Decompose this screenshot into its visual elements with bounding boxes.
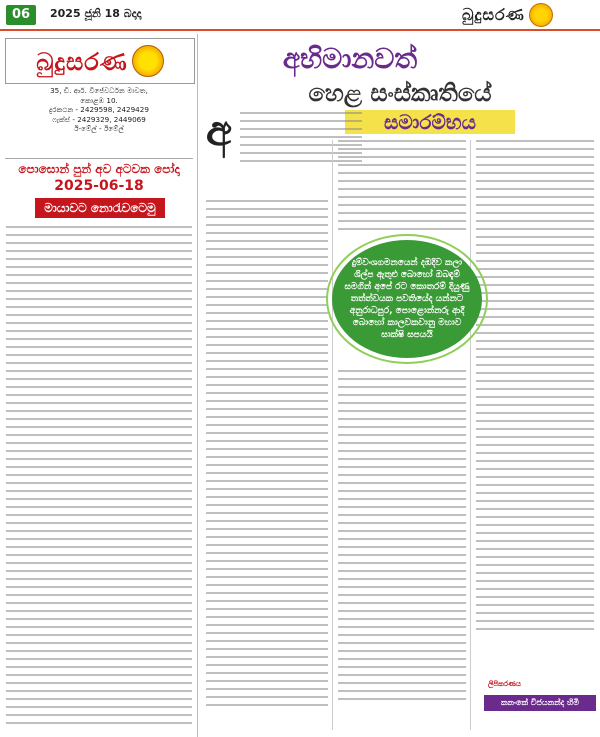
article-column-1 <box>206 200 328 712</box>
article-column-2 <box>338 370 466 706</box>
masthead-logo-text: බුදුසරණ <box>36 46 128 76</box>
column-divider <box>332 140 333 730</box>
masthead <box>5 38 195 84</box>
editorial-title: මායාවට නොරැවටෙමු <box>35 198 165 218</box>
editorial-column <box>0 34 198 737</box>
article-column-2-top <box>338 140 466 236</box>
divider <box>5 158 193 159</box>
address-line: ඊ-මේල් - ඊමේල් <box>74 124 124 134</box>
page-number: 06 <box>6 5 36 25</box>
top-divider <box>0 29 600 31</box>
article-title-line-3: සමාරම්භය <box>384 110 476 134</box>
byline-name: කනංකේ විජයනන්ද හිමි <box>484 695 596 711</box>
article-title-line-1: අභිමානවත් <box>282 42 418 75</box>
pull-quote: දුම්වංශගමනයෙන් දඹදිව කලා ශිල්ප ඇතුළු බොහෝ ඔබඳැම් සමගින් අපේ රට කොතරම් දියුණු තත්ත්වයක පවතියේද යන්නට අනුරාධපුර, පොළොන්නරු ආදී බොහෝ කාලවකවානු මහාව සාක්ෂි සපයයි <box>332 240 482 358</box>
top-bar <box>0 0 600 30</box>
header-logo <box>462 2 596 28</box>
edition-date: 2025-06-18 <box>54 178 144 194</box>
address-block <box>5 86 193 134</box>
address-line: දුරකථන - 2429598, 2429429 <box>49 105 149 115</box>
header-date: 2025 ජූනි 18 බදාදා <box>50 7 142 20</box>
byline-role: ලිපිකරණය <box>488 680 521 688</box>
address-line: කොළඹ 10. <box>80 95 118 105</box>
address-line: 35, ඩී. ආර්. විජේවර්ධන මාවත, <box>50 86 148 95</box>
header-logo-text: බුදුසරණ <box>462 5 525 24</box>
column-divider <box>470 140 471 730</box>
article-title-line-2: හෙළ සංස්කෘතියේ <box>308 78 492 107</box>
editorial-body-text <box>6 226 192 730</box>
sun-logo-icon <box>529 3 553 27</box>
poya-line: පොසොන් පුන් අව අටවක පෝදා <box>18 162 180 176</box>
sun-logo-icon <box>132 45 164 77</box>
address-line: ෆැක්ස් - 2429329, 2449069 <box>52 114 146 124</box>
article-column-3 <box>476 140 594 636</box>
drop-cap: අ <box>206 106 232 155</box>
